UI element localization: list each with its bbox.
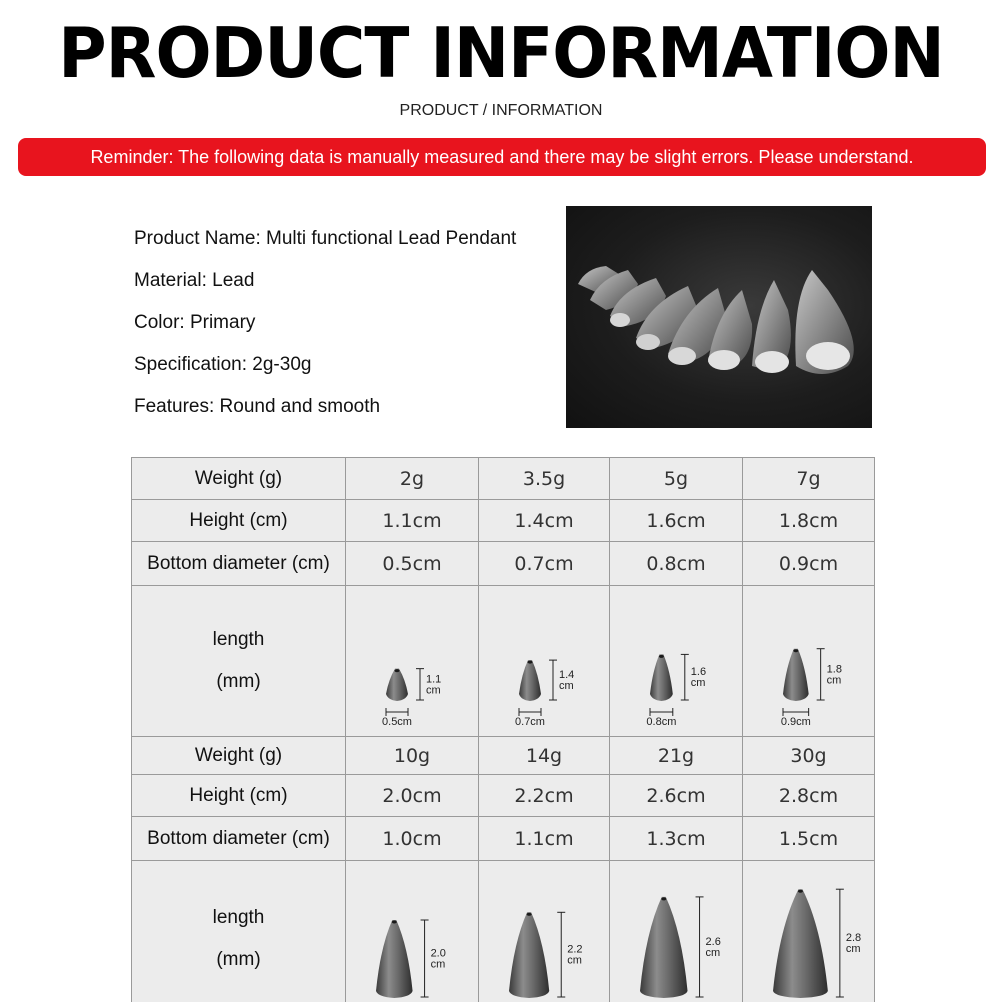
sinker-diagram (743, 586, 875, 730)
height-dimension-unit: cm (826, 674, 842, 687)
bottom-dimension-label: 0.5cm (382, 716, 412, 728)
spec-features: Features: Round and smooth (134, 396, 381, 417)
table-row-length-2 (132, 861, 875, 1002)
sinker-image-cell (743, 861, 875, 1002)
height-cell: 1.4cm (479, 500, 610, 542)
weight-cell: 2g (346, 458, 479, 500)
height-dimension-unit: cm (559, 680, 574, 693)
sinker-image-cell (610, 586, 743, 737)
height-dimension-label: 2.2 (567, 943, 583, 956)
weight-cell: 30g (743, 737, 875, 775)
sinker-body (640, 897, 688, 998)
weight-cell: 14g (479, 737, 610, 775)
bottom-cell: 1.0cm (346, 817, 479, 861)
label-bottom-diameter: Bottom diameter (cm) (132, 817, 346, 861)
height-dimension-unit: cm (690, 677, 706, 690)
photo-sinkers (578, 266, 854, 374)
height-dimension-label: 1.1 (426, 673, 442, 686)
spec-list (134, 226, 564, 436)
height-dimension-label: 1.4 (559, 669, 575, 682)
sinker-diagram (610, 586, 743, 730)
height-cell: 2.8cm (743, 775, 875, 817)
sinker-diagram (346, 586, 479, 730)
sinker-diagram (346, 861, 479, 1002)
product-photo (566, 206, 872, 428)
height-cell: 2.2cm (479, 775, 610, 817)
height-dimension-label: 1.8 (826, 663, 842, 676)
label-length-cell (132, 861, 346, 1002)
table-row-weight-2 (132, 737, 875, 775)
sinker-body (773, 889, 828, 998)
label-height: Height (cm) (132, 500, 346, 542)
sinker-image-cell (346, 861, 479, 1002)
bottom-cell: 0.7cm (479, 542, 610, 586)
weight-cell: 3.5g (479, 458, 610, 500)
height-dimension-label: 1.6 (690, 666, 707, 679)
sinker-image-cell (610, 861, 743, 1002)
sinker-image-cell (479, 586, 610, 737)
sinker-body (519, 660, 541, 701)
label-unit: (mm) (216, 671, 261, 692)
bottom-dimension-label: 0.9cm (780, 716, 811, 728)
height-dimension-unit: cm (430, 958, 446, 971)
sinker-diagram (479, 586, 610, 730)
label-length: length (212, 629, 265, 650)
height-dimension-unit: cm (426, 684, 441, 697)
sinker-hole (661, 897, 666, 900)
sinker-hole (793, 649, 798, 652)
height-dimension-unit: cm (845, 943, 861, 956)
bottom-dimension-label: 0.8cm (646, 716, 677, 728)
label-weight: Weight (g) (132, 458, 346, 500)
weight-cell: 7g (743, 458, 875, 500)
sinker-diagram (610, 861, 743, 1002)
sinker-hole (528, 661, 533, 664)
label-bottom-diameter: Bottom diameter (cm) (132, 542, 346, 586)
table-row-bottom-2 (132, 817, 875, 861)
spec-color: Color: Primary (134, 312, 256, 333)
bottom-cell: 1.5cm (743, 817, 875, 861)
label-length: length (212, 907, 265, 928)
sinker-body (783, 649, 809, 701)
spec-table (131, 457, 875, 1002)
bottom-cell: 1.1cm (479, 817, 610, 861)
label-unit: (mm) (216, 949, 261, 970)
sinker-body (509, 912, 549, 998)
sinker-photo-graphic (566, 206, 872, 428)
bottom-cell: 0.8cm (610, 542, 743, 586)
height-cell: 1.6cm (610, 500, 743, 542)
sinker-hole (395, 669, 400, 672)
weight-cell: 5g (610, 458, 743, 500)
height-dimension-unit: cm (567, 954, 582, 967)
sinker-hole (798, 890, 803, 893)
label-height: Height (cm) (132, 775, 346, 817)
sinker-body (386, 669, 408, 701)
height-dimension-label: 2.0 (430, 947, 446, 960)
sinker-diagram (743, 861, 875, 1002)
sinker-image-cell (346, 586, 479, 737)
height-cell: 2.0cm (346, 775, 479, 817)
sinker-body (376, 920, 413, 998)
table-row-weight-1 (132, 458, 875, 500)
sinker-hole (659, 655, 664, 658)
bottom-cell: 0.5cm (346, 542, 479, 586)
height-cell: 1.1cm (346, 500, 479, 542)
spec-material: Material: Lead (134, 270, 255, 291)
height-dimension-label: 2.6 (705, 935, 721, 948)
table-row-bottom-1 (132, 542, 875, 586)
height-dimension-label: 2.8 (845, 932, 862, 945)
reminder-banner: Reminder: The following data is manually measured and there may be slight errors. Please understand. (18, 138, 986, 176)
height-cell: 1.8cm (743, 500, 875, 542)
table-row-height-1 (132, 500, 875, 542)
sinker-hole (392, 921, 397, 924)
bottom-dimension-label: 0.7cm (515, 716, 545, 728)
page-subtitle: PRODUCT / INFORMATION (399, 102, 603, 119)
table-row-height-2 (132, 775, 875, 817)
sinker-image-cell (743, 586, 875, 737)
sinker-hole (527, 913, 532, 916)
height-cell: 2.6cm (610, 775, 743, 817)
sinker-body (650, 654, 673, 701)
table-row-length-1 (132, 586, 875, 737)
page-title: PRODUCT INFORMATION (58, 13, 944, 94)
weight-cell: 21g (610, 737, 743, 775)
label-weight: Weight (g) (132, 737, 346, 775)
spec-specification: Specification: 2g-30g (134, 354, 312, 375)
weight-cell: 10g (346, 737, 479, 775)
height-dimension-unit: cm (705, 946, 721, 959)
label-length-cell (132, 586, 346, 737)
spec-product-name: Product Name: Multi functional Lead Pendant (134, 228, 517, 249)
sinker-image-cell (479, 861, 610, 1002)
bottom-cell: 0.9cm (743, 542, 875, 586)
sinker-diagram (479, 861, 610, 1002)
bottom-cell: 1.3cm (610, 817, 743, 861)
